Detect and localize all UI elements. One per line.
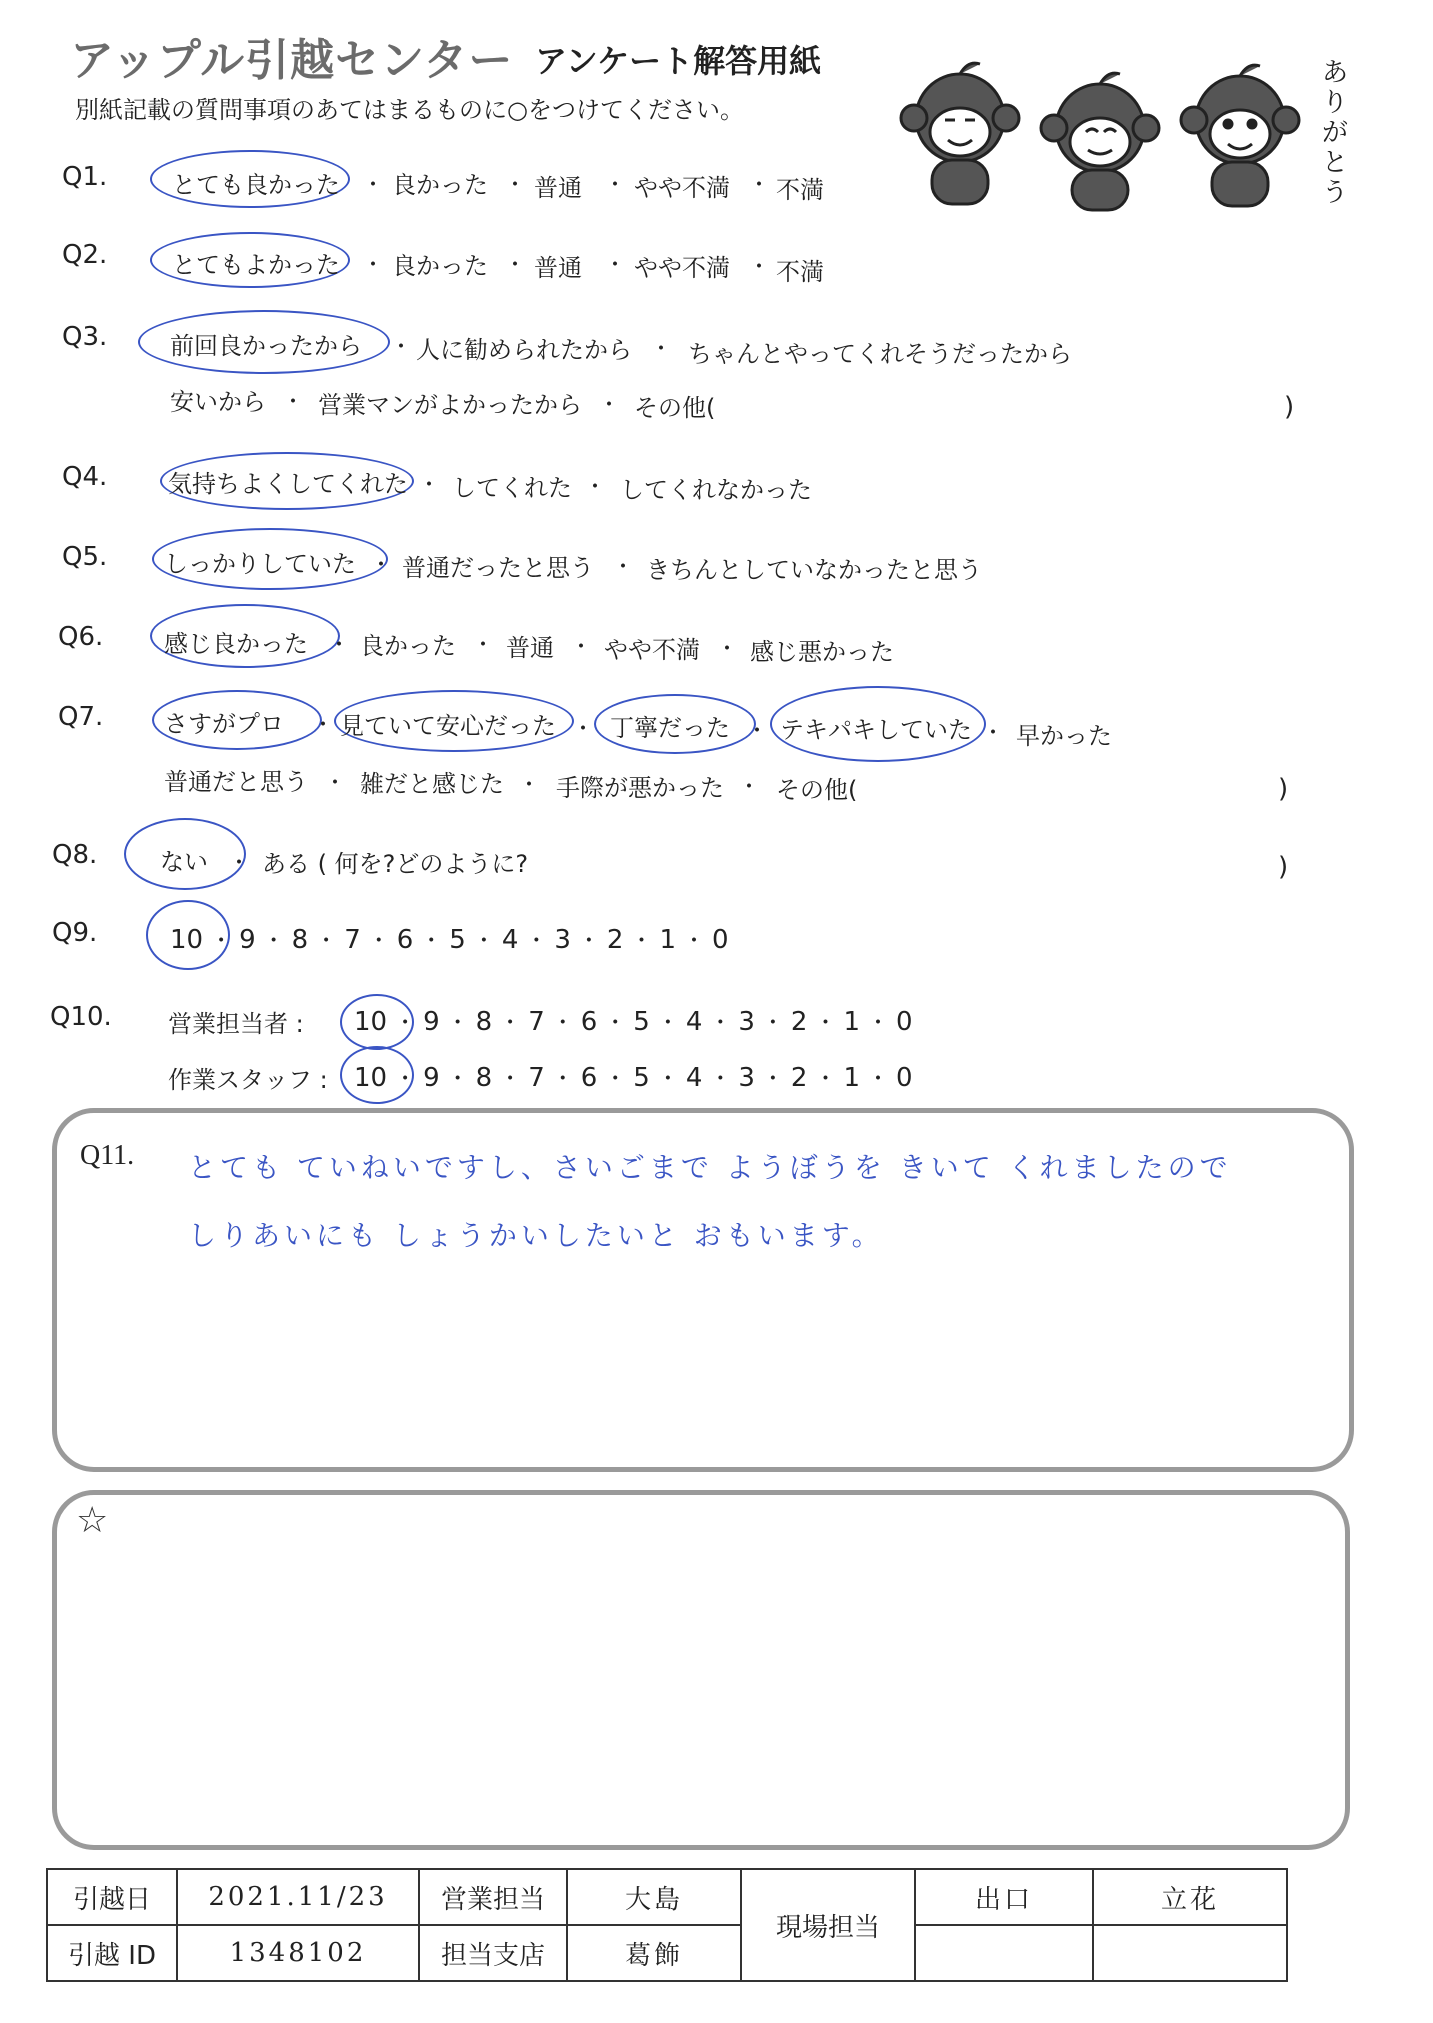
sales-rep-label: 営業担当 [419,1869,567,1925]
q10-staff-label: 作業スタッフ : [168,1066,328,1094]
q3-option[interactable]: その他( [634,394,716,422]
q7-option[interactable]: 見ていて安心だった [340,712,556,740]
q10-staff-option[interactable]: 6 [580,1063,598,1093]
separator-dot: ・ [748,173,771,198]
q7-option[interactable]: 早かった [1016,722,1112,750]
q10-staff-option[interactable]: 9 [423,1063,440,1093]
q3-option[interactable]: ちゃんとやってくれそうだったから [688,340,1072,368]
site-staff-empty-cell-2 [1093,1925,1287,1981]
q10-staff-scale: 10 ・ 9 ・ 8 ・ 7 ・ 6 ・ 5 ・ 4 ・ 3 ・ 2 ・ 1 ・ 0 [354,1063,913,1093]
site-staff-empty-cell-1 [915,1925,1093,1981]
q6-option[interactable]: 感じ悪かった [750,638,894,666]
site-staff-label: 現場担当 [741,1869,915,1981]
q3-close-paren: ) [1284,392,1295,422]
q5-option[interactable]: きちんとしていなかったと思う [646,556,982,584]
footer-info-table [46,1868,1288,1982]
separator-dot: ・ [328,633,351,658]
separator-dot: ・ [370,553,393,578]
q10-staff-option[interactable]: 1 [843,1063,861,1093]
separator-dot: ・ [598,393,621,418]
site-staff-name-2: 立花 [1093,1869,1287,1925]
q6-option[interactable]: 普通 [506,634,554,662]
separator-dot: ・ [748,255,771,280]
q9-scale: 10 ・ 9 ・ 8 ・ 7 ・ 6 ・ 5 ・ 4 ・ 3 ・ 2 ・ 1 ・ 0 [170,925,729,955]
free-comment-box[interactable] [52,1490,1350,1850]
q6-option[interactable]: 感じ良かった [164,630,308,658]
q8-option[interactable]: ない [160,848,208,876]
separator-dot: ・ [518,773,541,798]
q10-sales-scale: 10 ・ 9 ・ 8 ・ 7 ・ 6 ・ 5 ・ 4 ・ 3 ・ 2 ・ 1 ・ 0 [354,1007,913,1037]
q9-label: Q9. [52,918,98,948]
q3-label: Q3. [62,322,108,352]
q11-label: Q11. [80,1140,135,1171]
form-subtitle: アンケート解答用紙 [535,42,822,80]
q4-option[interactable]: してくれた [452,474,572,502]
q7-option[interactable]: 雑だと感じた [360,770,504,798]
q9-option[interactable]: 3 [554,925,571,955]
separator-dot: ・ [472,633,495,658]
q2-label: Q2. [62,240,108,270]
q2-option[interactable]: 不満 [776,258,824,286]
q10-label: Q10. [50,1002,112,1032]
q7-option[interactable]: 普通だと思う [164,768,308,796]
q1-option[interactable]: 良かった [392,171,488,199]
q9-option[interactable]: 0 [712,925,729,955]
monkey-mascots-illustration [890,40,1360,220]
q2-option[interactable]: やや不満 [634,254,730,282]
q9-option[interactable]: 2 [606,925,624,955]
move-id-label: 引越 ID [47,1925,177,1981]
thanks-text: ありがとう [1322,58,1349,208]
instruction-text: 別紙記載の質問事項のあてはまるものに○をつけてください。 [75,96,744,124]
q10-staff-option[interactable]: 8 [475,1063,493,1093]
q1-option[interactable]: 普通 [534,174,582,202]
q7-label: Q7. [58,702,104,732]
separator-dot: ・ [362,173,385,198]
q10-sales-option[interactable]: 3 [738,1007,755,1037]
q9-option[interactable]: 8 [291,925,309,955]
separator-dot: ・ [282,390,305,415]
move-id-value: 1348102 [177,1925,419,1981]
q10-staff-option[interactable]: 10 [354,1063,388,1093]
separator-dot: ・ [982,721,1005,746]
q7-option[interactable]: 丁寧だった [610,714,730,742]
q3-option[interactable]: 営業マンがよかったから [318,391,582,419]
q11-handwritten-line-1: とても ていねいですし、さいごまで ようぼうを きいて くれましたので [188,1151,1232,1184]
q11-handwritten-line-2: しりあいにも しょうかいしたいと おもいます。 [188,1219,884,1252]
separator-dot: ・ [738,775,761,800]
q10-sales-option[interactable]: 4 [685,1007,703,1037]
q4-option[interactable]: してくれなかった [620,476,812,504]
q9-option[interactable]: 5 [449,925,466,955]
separator-dot: ・ [716,637,739,662]
q4-option[interactable]: 気持ちよくしてくれた [168,470,408,498]
separator-dot: ・ [504,253,527,278]
q9-option[interactable]: 9 [239,925,256,955]
q8-close-paren: ) [1278,852,1289,882]
q6-option[interactable]: やや不満 [604,636,700,664]
q10-staff-option[interactable]: 5 [633,1063,650,1093]
q10-sales-label: 営業担当者 : [168,1010,304,1038]
q9-option[interactable]: 10 [170,925,204,955]
q9-option[interactable]: 1 [659,925,677,955]
q2-option[interactable]: 普通 [534,254,582,282]
separator-dot: ・ [612,555,635,580]
site-staff-name-1: 出口 [915,1869,1093,1925]
q10-sales-option[interactable]: 8 [475,1007,493,1037]
q1-label: Q1. [62,162,108,192]
q7-option[interactable]: その他( [776,776,858,804]
q5-option[interactable]: しっかりしていた [164,550,356,578]
q10-sales-option[interactable]: 6 [580,1007,598,1037]
q2-option[interactable]: 良かった [392,252,488,280]
separator-dot: ・ [362,253,385,278]
separator-dot: ・ [312,713,335,738]
q10-sales-option[interactable]: 2 [790,1007,808,1037]
q9-option[interactable]: 4 [501,925,519,955]
separator-dot: ・ [570,635,593,660]
separator-dot: ・ [604,253,627,278]
q6-option[interactable]: 良かった [360,632,456,660]
q10-sales-option[interactable]: 10 [354,1007,388,1037]
move-date-value: 2021.11/23 [177,1869,419,1925]
q10-staff-option[interactable]: 0 [896,1063,913,1093]
separator-dot: ・ [584,475,607,500]
q7-option[interactable]: テキパキしていた [780,716,972,744]
separator-dot: ・ [228,851,251,876]
q10-sales-option[interactable]: 7 [528,1007,545,1037]
q1-option[interactable]: 不満 [776,176,824,204]
q5-label: Q5. [62,542,108,572]
q2-option[interactable]: とてもよかった [172,251,340,279]
q3-option[interactable]: 人に勧められたから [416,336,632,364]
separator-dot: ・ [390,335,413,360]
separator-dot: ・ [572,717,595,742]
q7-option[interactable]: さすがプロ [164,710,284,738]
separator-dot: ・ [504,173,527,198]
q3-option[interactable]: 前回良かったから [170,332,362,360]
branch-name: 葛飾 [567,1925,741,1981]
q3-option[interactable]: 安いから [170,388,266,416]
sales-rep-name: 大島 [567,1869,741,1925]
q10-staff-option[interactable]: 4 [685,1063,703,1093]
q4-label: Q4. [62,462,108,492]
separator-dot: ・ [746,719,769,744]
q5-option[interactable]: 普通だったと思う [402,554,594,582]
separator-dot: ・ [650,337,673,362]
separator-dot: ・ [604,173,627,198]
q6-label: Q6. [58,622,104,652]
company-title: アップル引越センター [70,35,514,86]
q8-label: Q8. [52,840,98,870]
star-icon: ☆ [76,1500,109,1541]
q10-sales-option[interactable]: 1 [843,1007,861,1037]
separator-dot: ・ [418,473,441,498]
q10-staff-option[interactable]: 7 [528,1063,545,1093]
q7-close-paren: ) [1278,774,1289,804]
branch-label: 担当支店 [419,1925,567,1981]
q10-sales-option[interactable]: 0 [896,1007,913,1037]
q10-sales-option[interactable]: 9 [423,1007,440,1037]
q1-option[interactable]: やや不満 [634,174,730,202]
q9-option[interactable]: 6 [396,925,414,955]
q10-staff-option[interactable]: 3 [738,1063,755,1093]
q9-option[interactable]: 7 [344,925,361,955]
q10-staff-option[interactable]: 2 [790,1063,808,1093]
move-date-label: 引越日 [47,1869,177,1925]
q8-option[interactable]: ある ( 何を?どのように? [262,850,529,878]
q7-option[interactable]: 手際が悪かった [556,774,724,802]
separator-dot: ・ [324,771,347,796]
q10-sales-option[interactable]: 5 [633,1007,650,1037]
q1-option[interactable]: とても良かった [172,171,340,199]
